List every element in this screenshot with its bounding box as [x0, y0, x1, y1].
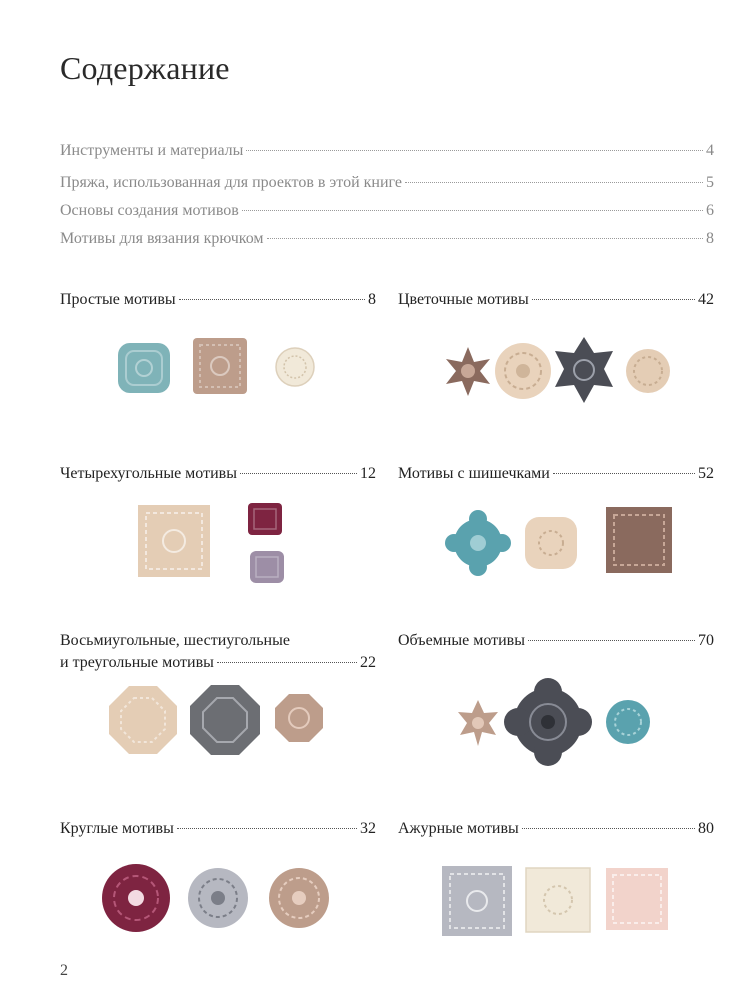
main-contents-list	[60, 142, 714, 258]
toc-entry[interactable]	[60, 174, 714, 202]
sand-bobble-motif	[525, 517, 577, 569]
toc-entry[interactable]	[60, 230, 714, 258]
motif-photos	[60, 680, 376, 760]
section-label: Простые мотивы	[60, 291, 176, 308]
beige-octagon-motif	[109, 686, 177, 754]
dot-leader	[246, 150, 703, 151]
dot-leader	[522, 828, 695, 829]
aqua-round-motif	[606, 700, 650, 744]
dot-leader	[217, 662, 357, 663]
motif-photos	[398, 329, 714, 419]
section-round-motifs[interactable]	[60, 818, 376, 840]
dot-leader	[240, 473, 357, 474]
mocha-square-motif	[606, 507, 672, 573]
motif-photos	[398, 507, 714, 587]
section-page: 22	[360, 654, 376, 671]
section-volume-motifs[interactable]	[398, 630, 714, 652]
section-label: Круглые мотивы	[60, 820, 174, 837]
toc-entry-label: Инструменты и материалы	[60, 142, 244, 159]
toc-entry-label: Пряжа, использованная для проектов в этой книге	[60, 174, 402, 191]
toc-entry-page: 4	[706, 142, 714, 159]
toc-entry[interactable]	[60, 142, 714, 170]
taupe-octagon-motif	[275, 694, 323, 742]
dot-leader	[242, 210, 703, 211]
section-page: 42	[698, 291, 714, 308]
dot-leader	[179, 299, 365, 300]
toc-entry-page: 8	[706, 230, 714, 247]
section-page: 80	[698, 820, 714, 837]
section-page: 70	[698, 632, 714, 649]
toc-entry-page: 6	[706, 202, 714, 219]
section-label: и треугольные мотивы	[60, 654, 214, 671]
section-label: Четырехугольные мотивы	[60, 465, 237, 482]
motif-photos	[60, 499, 376, 589]
section-page: 8	[368, 291, 376, 308]
section-page: 52	[698, 465, 714, 482]
section-page: 12	[360, 465, 376, 482]
lace-square-motif	[138, 505, 210, 577]
teal-square-motif	[118, 343, 170, 393]
toc-entry-label: Мотивы для вязания крючком	[60, 230, 264, 247]
lilac-square-motif	[250, 551, 284, 583]
dark-grey-3d-flower-motif	[504, 678, 592, 766]
dot-leader	[267, 238, 703, 239]
motif-photos	[398, 858, 714, 948]
aqua-bobble-motif	[445, 510, 511, 576]
toc-entry-label: Основы создания мотивов	[60, 202, 239, 219]
dot-leader	[532, 299, 695, 300]
section-openwork-motifs[interactable]	[398, 818, 714, 840]
mocha-small-flower-motif	[458, 700, 498, 746]
section-label: Цветочные мотивы	[398, 291, 529, 308]
dot-leader	[405, 182, 703, 183]
dot-leader	[528, 640, 695, 641]
star-flower-motif	[446, 347, 490, 396]
dot-leader	[177, 828, 357, 829]
grey-octagon-motif	[190, 685, 260, 755]
section-label: Ажурные мотивы	[398, 820, 519, 837]
section-flower-motifs[interactable]	[398, 289, 714, 311]
motif-photos	[398, 676, 714, 766]
cream-flower-motif	[495, 343, 551, 399]
wine-square-motif	[248, 503, 282, 535]
cream-lace-square-motif	[526, 868, 590, 932]
page-title: Содержание	[60, 50, 230, 86]
page-number: 2	[60, 962, 68, 979]
motif-photos	[60, 333, 376, 403]
section-simple-motifs[interactable]	[60, 289, 376, 311]
dot-leader	[553, 473, 695, 474]
section-label: Объемные мотивы	[398, 632, 525, 649]
section-square-motifs[interactable]	[60, 463, 376, 485]
toc-entry[interactable]	[60, 202, 714, 230]
rose-lace-square-motif	[606, 868, 668, 930]
section-label-line1: Восьмиугольные, шестиугольные	[60, 632, 290, 649]
silver-lace-square-motif	[442, 866, 512, 936]
section-page: 32	[360, 820, 376, 837]
motif-photos	[60, 854, 376, 944]
section-label: Мотивы с шишечками	[398, 465, 550, 482]
cream-round-motif	[276, 348, 314, 386]
toc-entry-page: 5	[706, 174, 714, 191]
wine-flower-motif	[102, 864, 170, 932]
taupe-round-motif	[269, 868, 329, 928]
section-octagon-motifs[interactable]	[60, 630, 376, 674]
taupe-square-motif	[193, 338, 247, 394]
beige-small-flower-motif	[626, 349, 670, 393]
silver-round-motif	[188, 868, 248, 928]
grey-flower-motif	[555, 337, 613, 403]
section-bobble-motifs[interactable]	[398, 463, 714, 485]
